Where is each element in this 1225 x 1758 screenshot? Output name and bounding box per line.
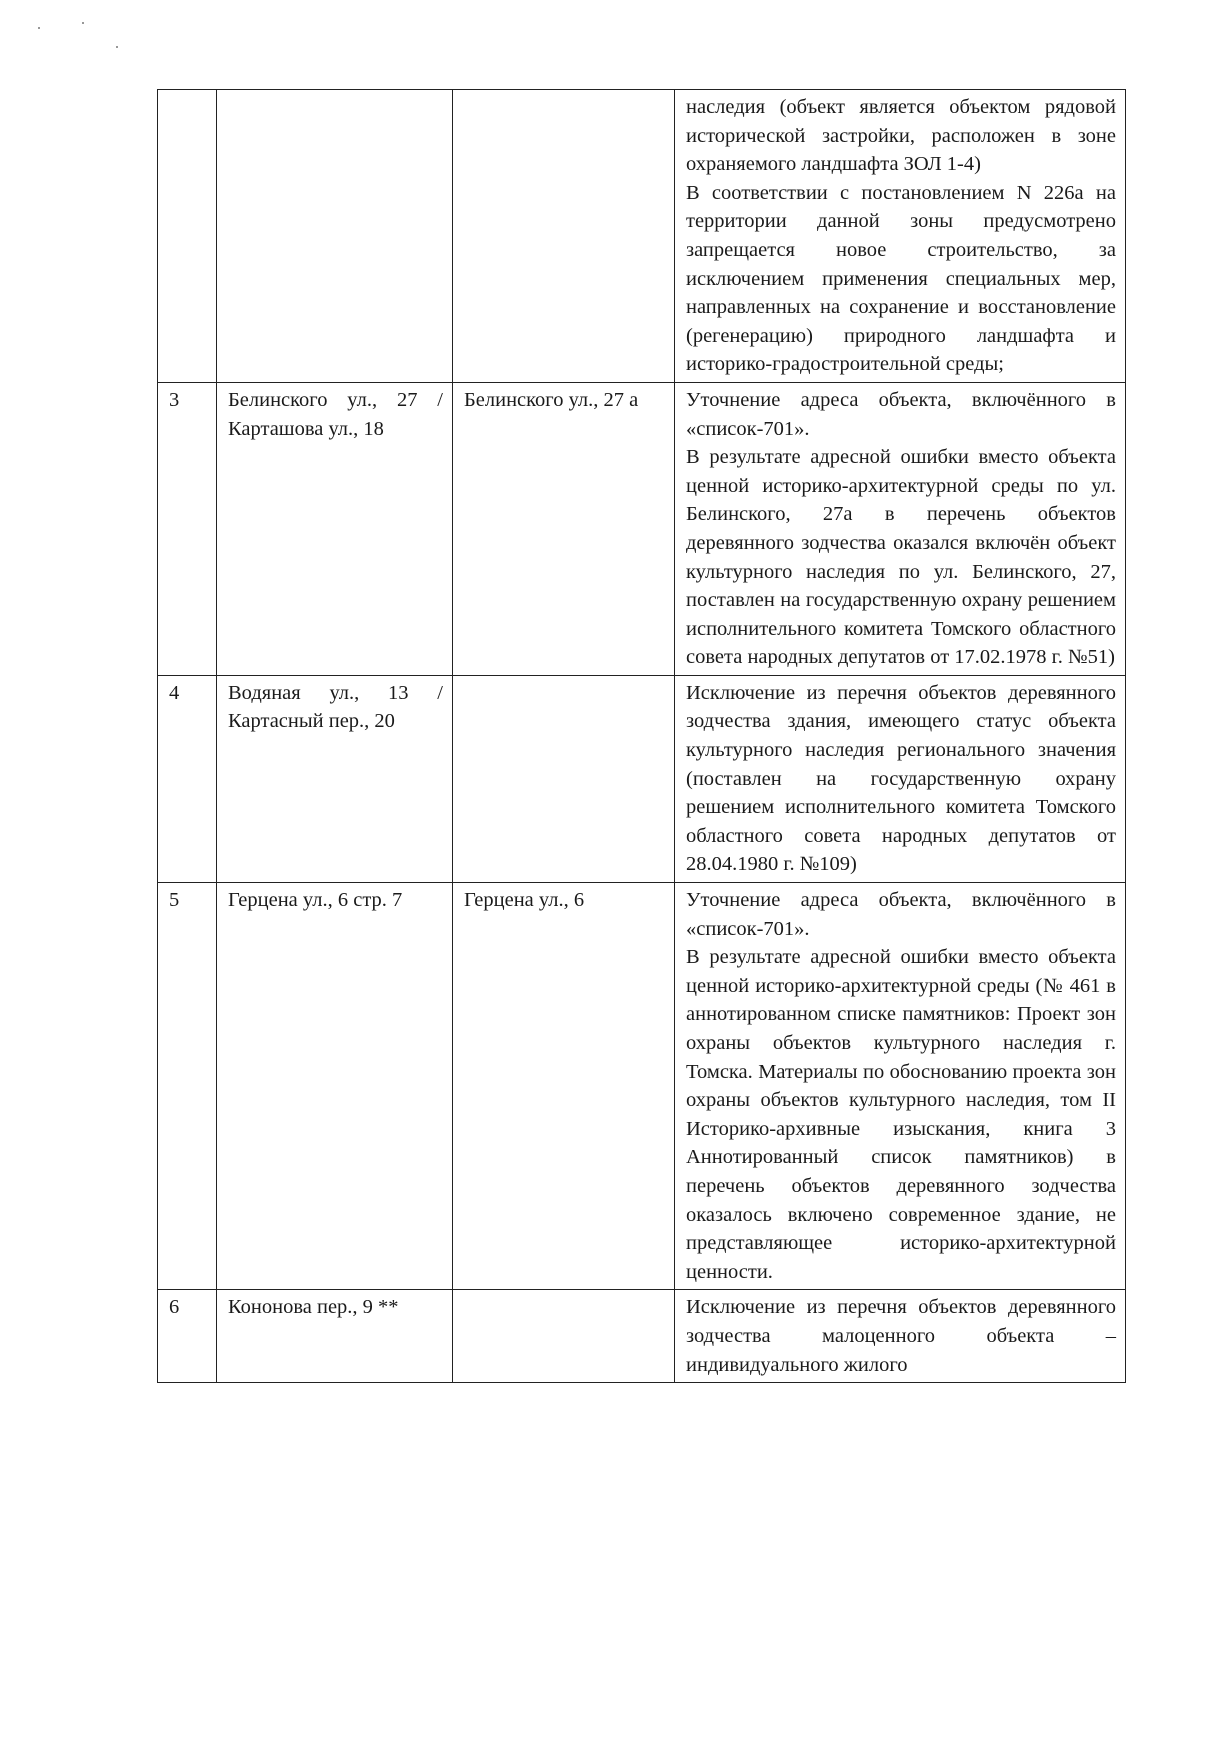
old-address: Герцена ул., 6 стр. 7 [217,883,453,1290]
scan-speck [82,22,84,24]
row-number [158,90,217,383]
new-address [453,675,675,882]
description [675,382,1126,675]
description [675,1290,1126,1383]
table-row [158,883,1126,1290]
description-paragraph: В соответствии с постановлением N 226а на территории данной зоны предусмотрено запрещается новое строительство, за исключением применения специальных мер, направленных на сохранение и восстановление (регенерацию) природного ландшафта и историко-градостроительной среды; [686,181,1116,376]
new-address: Герцена ул., 6 [453,883,675,1290]
description-paragraph: Уточнение адреса объекта, включённого в «список-701». [686,388,1116,440]
scan-speck [38,27,40,29]
description-paragraph: Исключение из перечня объектов деревянного зодчества малоценного объекта – индивидуального жилого [686,1296,1116,1376]
old-address: Белинского ул., 27 / Карташова ул., 18 [217,382,453,675]
description-paragraph: Уточнение адреса объекта, включённого в «список-701». [686,889,1116,940]
table-row [158,675,1126,882]
row-number: 5 [158,883,217,1290]
description [675,90,1126,383]
new-address [453,90,675,383]
old-address [217,90,453,383]
objects-table [157,89,1126,1383]
old-address: Водяная ул., 13 / Картасный пер., 20 [217,675,453,882]
scan-speck [116,46,118,48]
table-row [158,382,1126,675]
row-number: 6 [158,1290,217,1383]
table-row [158,1290,1126,1383]
description [675,675,1126,882]
description-paragraph: наследия (объект является объектом рядовой исторической застройки, расположен в зоне охраняемого ландшафта ЗОЛ 1-4) [686,96,1116,176]
row-number: 3 [158,382,217,675]
description-paragraph: В результате адресной ошибки вместо объекта ценной историко-архитектурной среды по ул. Белинского, 27а в перечень объектов деревянного зодчества оказался включён объект культурного наследия по ул. Белинского, 27, поставлен на государственную охрану решением исполнительного комитета Томского областного совета народных депутатов от 17.02.1978 г. №51) [686,446,1116,669]
old-address: Кононова пер., 9 ** [217,1290,453,1383]
description-paragraph: В результате адресной ошибки вместо объекта ценной историко-архитектурной среды (№ 461 в аннотированном списке памятников: Проект зон охраны объектов культурного наследия г. Томска. Материалы по обоснованию проекта зон охраны объектов культурного наследия, том II Историко-архивные изыскания, книга 3 Аннотированный список памятников) в перечень объектов деревянного зодчества оказалось включено современное здание, не представляющее историко-архитектурной ценности. [686,946,1116,1283]
new-address [453,1290,675,1383]
row-number: 4 [158,675,217,882]
description [675,883,1126,1290]
table-row [158,90,1126,383]
new-address: Белинского ул., 27 а [453,382,675,675]
description-paragraph: Исключение из перечня объектов деревянного зодчества здания, имеющего статус объекта культурного наследия регионального значения (поставлен на государственную охрану решением исполнительного комитета Томского областного совета народных депутатов от 28.04.1980 г. №109) [686,681,1116,876]
